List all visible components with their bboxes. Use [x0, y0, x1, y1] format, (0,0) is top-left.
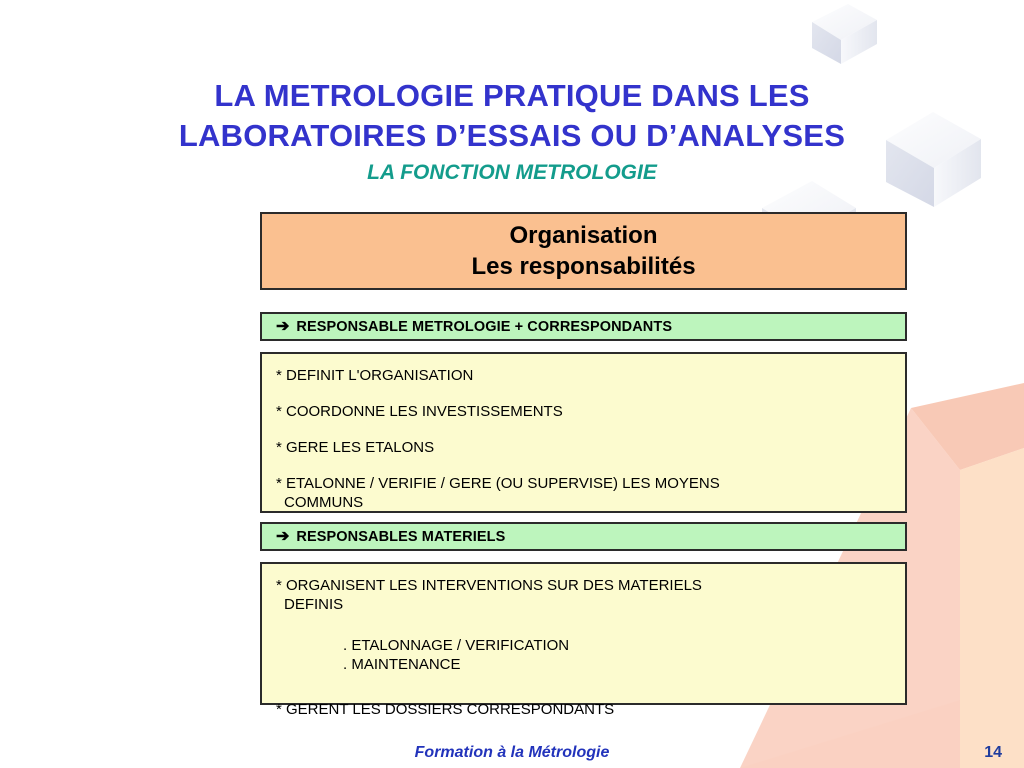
page-subtitle: LA FONCTION METROLOGIE	[367, 161, 657, 184]
content-line: * COORDONNE LES INVESTISSEMENTS	[276, 403, 563, 420]
content-line: * DEFINIT L'ORGANISATION	[276, 367, 474, 384]
section-heading-responsables-materiels	[260, 522, 907, 551]
content-sub-line: . MAINTENANCE	[343, 656, 461, 673]
content-line: * ETALONNE / VERIFIE / GERE (OU SUPERVISE) LES MOYENS	[276, 475, 720, 492]
content-line: * ORGANISENT LES INTERVENTIONS SUR DES MATERIELS	[276, 577, 702, 594]
section-content-responsables-materiels	[260, 562, 907, 718]
gray-cube-icon-top	[812, 4, 877, 64]
header-box	[260, 212, 907, 290]
content-sub-line: . ETALONNAGE / VERIFICATION	[343, 637, 570, 654]
content-line-continuation: DEFINIS	[284, 596, 344, 613]
content-line: * GERENT LES DOSSIERS CORRESPONDANTS	[276, 701, 615, 718]
footer-label: Formation à la Métrologie	[414, 744, 610, 761]
content-line-continuation: COMMUNS	[284, 494, 364, 511]
section-heading-responsable-metrologie	[260, 312, 907, 341]
content-line: * GERE LES ETALONS	[276, 439, 435, 456]
page-number: 14	[984, 744, 1002, 761]
arrow-bullet-icon: ➔	[276, 527, 290, 545]
arrow-bullet-icon: ➔	[276, 317, 290, 335]
section-heading-label-1: RESPONSABLE METROLOGIE + CORRESPONDANTS	[296, 318, 673, 335]
section-content-responsable-metrologie	[260, 352, 907, 513]
page-title-line-1: LA METROLOGIE PRATIQUE DANS LES	[214, 78, 810, 113]
section-heading-label-2: RESPONSABLES MATERIELS	[296, 528, 506, 545]
page-title-line-2: LABORATOIRES D’ESSAIS OU D’ANALYSES	[178, 118, 846, 153]
header-box-line-1: Organisation	[509, 222, 658, 249]
slide-title-block	[0, 76, 1024, 188]
header-box-line-2: Les responsabilités	[471, 253, 696, 280]
